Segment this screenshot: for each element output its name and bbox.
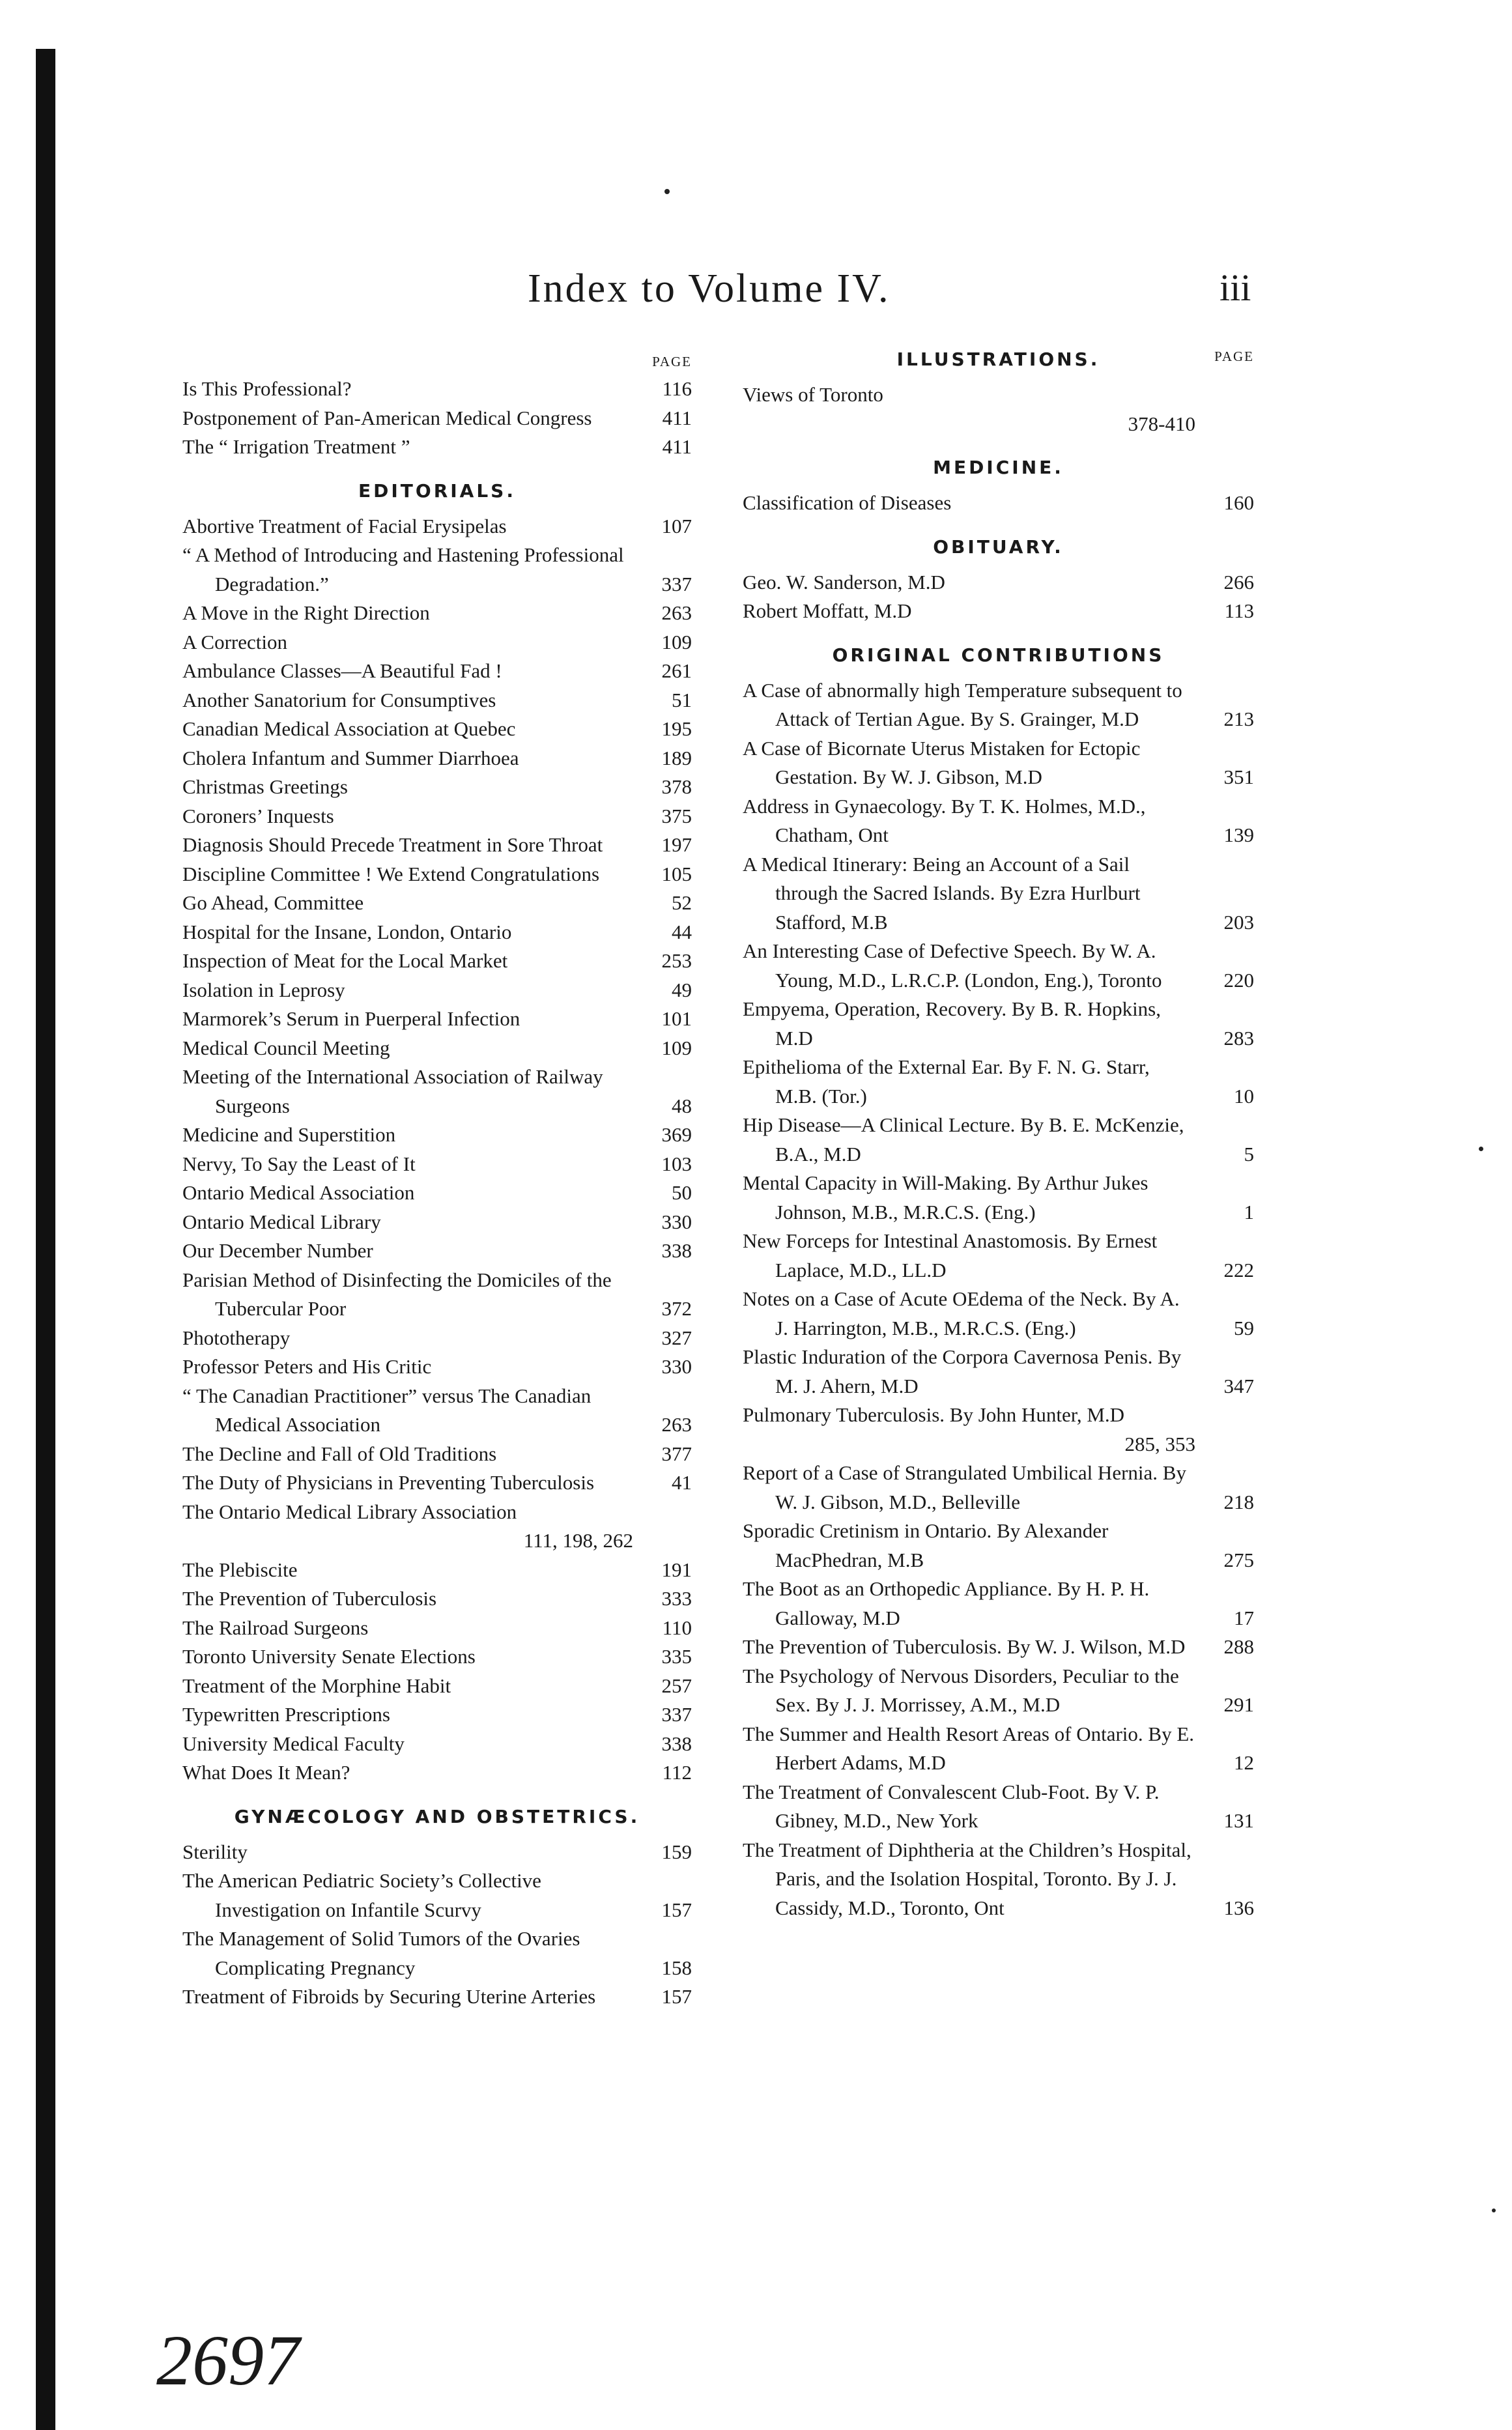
index-entry-page: 377 <box>661 1442 692 1465</box>
index-entry-title: The Decline and Fall of Old Traditions <box>182 1442 497 1465</box>
index-entry-title: “ The Canadian Practitioner” versus The Canadian Medical Association <box>182 1384 592 1436</box>
index-entry <box>182 512 692 541</box>
index-entry-title: Toronto University Senate Elections <box>182 1645 476 1668</box>
index-entry-title: The Summer and Health Resort Areas of Ontario. By E. Herbert Adams, M.D <box>743 1722 1195 1774</box>
index-entry-title: Nervy, To Say the Least of It <box>182 1152 416 1175</box>
index-entry-page: 50 <box>672 1181 692 1204</box>
index-entry-title: The Boot as an Orthopedic Appliance. By H. P. H. Galloway, M.D <box>743 1577 1150 1629</box>
index-entry <box>182 375 692 404</box>
section-heading-obituary: OBITUARY. <box>933 536 1064 558</box>
index-entry-title: The Management of Solid Tumors of the Ovaries Complicating Pregnancy <box>182 1927 580 1979</box>
index-entry-page: 112 <box>662 1761 692 1784</box>
index-entry-title: Coroners’ Inquests <box>182 804 334 827</box>
index-entry-title: Our December Number <box>182 1239 373 1262</box>
index-entry: Sporadic Cretinism in Ontario. By Alexander MacPhedran, M.B 275 <box>743 1519 1254 1571</box>
index-entry-page: 330 <box>661 1355 692 1378</box>
index-entry-page: 338 <box>661 1239 692 1262</box>
index-entry-title: A Medical Itinerary: Being an Account of a Sail through the Sacred Islands. By Ezra Hurlburt Stafford, M.B <box>743 852 1141 934</box>
index-entry <box>182 802 692 831</box>
index-entry-title: Abortive Treatment of Facial Erysipelas <box>182 514 507 537</box>
index-entry <box>743 380 1254 438</box>
index-entry-title: Sterility <box>182 1840 248 1863</box>
index-entry: The Summer and Health Resort Areas of Ontario. By E. Herbert Adams, M.D 12 <box>743 1722 1254 1774</box>
index-entry-page: 116 <box>662 377 692 400</box>
index-entry-page: 113 <box>1224 599 1254 622</box>
index-entry <box>743 568 1254 597</box>
index-entry <box>182 1352 692 1382</box>
index-entry <box>182 1584 692 1614</box>
index-entry: Plastic Induration of the Corpora Cavernosa Penis. By M. J. Ahern, M.D 347 <box>743 1345 1254 1397</box>
index-entry-page: 110 <box>662 1616 692 1639</box>
gynaecology-entries <box>182 1838 692 2012</box>
section-heading-illustrations <box>743 349 1254 370</box>
section-heading-illustrations-text: ILLUSTRATIONS. <box>896 349 1100 370</box>
index-entry-title: Views of Toronto <box>743 383 883 406</box>
original-contributions-entries <box>743 676 1254 1923</box>
index-entry <box>182 1556 692 1585</box>
editorials-entries <box>182 512 692 1788</box>
index-entry-page: 266 <box>1223 570 1254 593</box>
index-entry <box>182 1324 692 1353</box>
page-column-label: PAGE <box>1214 349 1254 364</box>
index-entry <box>182 773 692 802</box>
index-entry <box>182 976 692 1005</box>
book-spine-shadow <box>36 49 55 2430</box>
index-entry <box>182 1440 692 1469</box>
index-entry-title: Phototherapy <box>182 1326 291 1349</box>
index-column-left <box>182 349 692 2012</box>
index-entry-page: 263 <box>661 601 692 624</box>
index-entry-title: The Treatment of Diphtheria at the Children’s Hospital, Paris, and the Isolation Hospital, Toronto. By J. J. Cassidy, M.D., Toronto, Ont <box>743 1838 1191 1919</box>
index-entry-title: Cholera Infantum and Summer Diarrhoea <box>182 746 519 769</box>
handwritten-catalog-number: 2697 <box>156 2321 300 2400</box>
index-entry-page: 189 <box>661 746 692 769</box>
index-entry <box>182 1034 692 1063</box>
index-entry-title: Treatment of the Morphine Habit <box>182 1674 451 1697</box>
index-entry-page: 44 <box>672 920 692 943</box>
index-entry-title: The “ Irrigation Treatment ” <box>182 435 410 458</box>
index-entry: Discipline Committee ! We Extend Congratulations 105 <box>182 862 692 885</box>
index-entry-page: 375 <box>661 804 692 827</box>
index-entry-page: 51 <box>672 688 692 711</box>
index-entry <box>743 1401 1254 1459</box>
index-entry-page: 159 <box>661 1840 692 1863</box>
index-entry-page: 369 <box>661 1123 692 1146</box>
section-heading-gynaecology: GYNÆCOLOGY AND OBSTETRICS. <box>234 1805 640 1827</box>
index-entry-title: The Prevention of Tuberculosis <box>182 1587 437 1610</box>
index-entry-title: A Move in the Right Direction <box>182 601 430 624</box>
index-entry-title: The Railroad Surgeons <box>182 1616 369 1639</box>
index-entry <box>182 686 692 715</box>
index-entry: A Medical Itinerary: Being an Account of a Sail through the Sacred Islands. By Ezra Hurlburt Stafford, M.B 203 <box>743 852 1254 934</box>
index-entry: Diagnosis Should Precede Treatment in Sore Throat 197 <box>182 833 692 856</box>
index-entry <box>182 1498 692 1556</box>
index-entry-page: 378 <box>661 775 692 798</box>
index-entry-page: 330 <box>661 1210 692 1233</box>
index-entry-title: Parisian Method of Disinfecting the Domiciles of the Tubercular Poor <box>182 1268 612 1320</box>
index-entry-title: Hospital for the Insane, London, Ontario <box>182 920 512 943</box>
index-entry-title: Robert Moffatt, M.D <box>743 599 912 622</box>
index-entry-title: Epithelioma of the External Ear. By F. N. G. Starr, M.B. (Tor.) <box>743 1055 1150 1108</box>
index-entry-title: Christmas Greetings <box>182 775 348 798</box>
index-entry: Parisian Method of Disinfecting the Domiciles of the Tubercular Poor 372 <box>182 1268 692 1320</box>
index-entry-title: A Correction <box>182 630 287 653</box>
section-heading-editorials: EDITORIALS. <box>358 479 516 502</box>
index-entry-title: What Does It Mean? <box>182 1761 350 1784</box>
index-entry-title: A Case of Bicornate Uterus Mistaken for Ectopic Gestation. By W. J. Gibson, M.D <box>743 736 1141 788</box>
index-entry-title: Medicine and Superstition <box>182 1123 396 1146</box>
index-entry <box>182 889 692 918</box>
index-entry <box>182 657 692 686</box>
index-entry: The Management of Solid Tumors of the Ovaries Complicating Pregnancy 158 <box>182 1927 692 1979</box>
index-entry: The Psychology of Nervous Disorders, Peculiar to the Sex. By J. J. Morrissey, A.M., M.D 291 <box>743 1664 1254 1716</box>
index-entry-page: 378-410 <box>1128 412 1195 435</box>
index-entry-title: Empyema, Operation, Recovery. By B. R. Hopkins, M.D <box>743 997 1161 1050</box>
index-entry-title: Go Ahead, Committee <box>182 891 364 914</box>
index-entry <box>182 1614 692 1643</box>
index-entry-title: Ontario Medical Association <box>182 1181 415 1204</box>
index-entry-title: Plastic Induration of the Corpora Cavernosa Penis. By M. J. Ahern, M.D <box>743 1345 1182 1397</box>
index-entry-page: 109 <box>661 630 692 653</box>
index-entry-page: 109 <box>661 1036 692 1059</box>
index-entry-title: Notes on a Case of Acute OEdema of the Neck. By A. J. Harrington, M.B., M.R.C.S. (Eng.) <box>743 1287 1180 1339</box>
index-entry-title: Ontario Medical Library <box>182 1210 381 1233</box>
index-entry: The Treatment of Convalescent Club-Foot. By V. P. Gibney, M.D., New York 131 <box>743 1780 1254 1832</box>
index-entry: Meeting of the International Association of Railway Surgeons 48 <box>182 1065 692 1117</box>
index-entry <box>182 1642 692 1672</box>
index-entry-title: Postponement of Pan-American Medical Congress <box>182 406 592 429</box>
index-entry-title: Classification of Diseases <box>743 491 952 514</box>
index-entry-title: Marmorek’s Serum in Puerperal Infection <box>182 1007 521 1030</box>
index-entry-title: Sporadic Cretinism in Ontario. By Alexander MacPhedran, M.B <box>743 1519 1109 1571</box>
index-entry-title: Pulmonary Tuberculosis. By John Hunter, M.D <box>743 1403 1125 1426</box>
index-entry: Report of a Case of Strangulated Umbilical Hernia. By W. J. Gibson, M.D., Belleville 218 <box>743 1461 1254 1513</box>
index-entry: Hip Disease—A Clinical Lecture. By B. E. McKenzie, B.A., M.D 5 <box>743 1113 1254 1165</box>
index-entry-page: 195 <box>661 717 692 740</box>
index-entry: A Case of abnormally high Temperature subsequent to Attack of Tertian Ague. By S. Grainger, M.D 213 <box>743 678 1254 730</box>
index-entry <box>182 1236 692 1266</box>
index-entry-title: Canadian Medical Association at Quebec <box>182 717 516 740</box>
index-entry: The Boot as an Orthopedic Appliance. By H. P. H. Galloway, M.D 17 <box>743 1577 1254 1629</box>
index-entry-page: 261 <box>661 659 692 682</box>
index-entry: An Interesting Case of Defective Speech. By W. A. Young, M.D., L.R.C.P. (London, Eng.), Toronto 220 <box>743 939 1254 992</box>
index-entry: “ A Method of Introducing and Hastening Professional Degradation.” 337 <box>182 543 692 595</box>
page-title: Index to Volume IV. <box>528 266 891 311</box>
index-entry <box>182 1672 692 1701</box>
section-heading-medicine: MEDICINE. <box>933 457 1064 478</box>
index-entry-page: 49 <box>672 978 692 1001</box>
index-entry-title: Diagnosis Should Precede Treatment in Sore Throat <box>182 833 603 856</box>
index-entry-title: A Case of abnormally high Temperature subsequent to Attack of Tertian Ague. By S. Grainger, M.D <box>743 678 1182 730</box>
index-entry-title: Inspection of Meat for the Local Market <box>182 949 508 972</box>
index-entry-title: The Ontario Medical Library Association <box>182 1500 517 1523</box>
index-entry-title: Meeting of the International Association of Railway Surgeons <box>182 1065 603 1117</box>
index-entry-title: University Medical Faculty <box>182 1732 405 1755</box>
index-entry: Notes on a Case of Acute OEdema of the Neck. By A. J. Harrington, M.B., M.R.C.S. (Eng.) 59 <box>743 1287 1254 1339</box>
index-entry <box>182 1005 692 1034</box>
index-entry <box>182 628 692 657</box>
index-entry-page: 111, 198, 262 <box>523 1529 633 1552</box>
illustrations-entries <box>743 380 1254 438</box>
index-entry: The Treatment of Diphtheria at the Children’s Hospital, Paris, and the Isolation Hospital, Toronto. By J. J. Cassidy, M.D., Toronto, Ont 136 <box>743 1838 1254 1919</box>
index-entry: The American Pediatric Society’s Collective Investigation on Infantile Scurvy 157 <box>182 1869 692 1921</box>
index-entry <box>743 489 1254 518</box>
index-entry <box>182 599 692 628</box>
index-entry-title: Typewritten Prescriptions <box>182 1703 390 1726</box>
index-entry: “ The Canadian Practitioner” versus The Canadian Medical Association 263 <box>182 1384 692 1436</box>
index-entry-page: 107 <box>661 514 692 537</box>
index-entry: Treatment of Fibroids by Securing Uterine Arteries 157 <box>182 1985 692 2008</box>
index-entry <box>182 918 692 947</box>
index-entry-page: 327 <box>661 1326 692 1349</box>
index-entry: The Duty of Physicians in Preventing Tuberculosis 41 <box>182 1471 692 1494</box>
index-entry-title: Treatment of Fibroids by Securing Uterine Arteries <box>182 1985 596 2008</box>
index-entry-page: 103 <box>661 1152 692 1175</box>
index-entry-page: 333 <box>661 1587 692 1610</box>
index-entry-title: Geo. W. Sanderson, M.D <box>743 570 945 593</box>
index-entry-title: Hip Disease—A Clinical Lecture. By B. E. McKenzie, B.A., M.D <box>743 1113 1184 1165</box>
index-entry-title: New Forceps for Intestinal Anastomosis. By Ernest Laplace, M.D., LL.D <box>743 1229 1158 1281</box>
index-entry-title: Professor Peters and His Critic <box>182 1355 432 1378</box>
index-entry-title: The Plebiscite <box>182 1558 298 1581</box>
index-entry <box>182 1150 692 1179</box>
print-speck <box>1479 1147 1483 1151</box>
index-entry-title: An Interesting Case of Defective Speech. By W. A. Young, M.D., L.R.C.P. (London, Eng.), Toronto <box>743 939 1162 992</box>
index-entry-page: 160 <box>1223 491 1254 514</box>
index-entry-page: 285, 353 <box>1124 1432 1195 1455</box>
index-entry-title: Ambulance Classes—A Beautiful Fad ! <box>182 659 502 682</box>
index-entry-page: 335 <box>661 1645 692 1668</box>
index-entry <box>743 597 1254 626</box>
index-entry-page: 253 <box>661 949 692 972</box>
index-entry-title: The Psychology of Nervous Disorders, Peculiar to the Sex. By J. J. Morrissey, A.M., M.D <box>743 1664 1179 1716</box>
index-entry-title: “ A Method of Introducing and Hastening Professional Degradation.” <box>182 543 624 595</box>
page-number: iii <box>1220 266 1251 309</box>
index-entry-title: The Prevention of Tuberculosis. By W. J. Wilson, M.D <box>743 1635 1186 1658</box>
index-entry-title: The Treatment of Convalescent Club-Foot. By V. P. Gibney, M.D., New York <box>743 1780 1160 1832</box>
index-entry-title: Address in Gynaecology. By T. K. Holmes, M.D., Chatham, Ont <box>743 794 1146 846</box>
index-entry-title: Medical Council Meeting <box>182 1036 390 1059</box>
index-entry-page: 337 <box>661 1703 692 1726</box>
index-entry-title: Is This Professional? <box>182 377 352 400</box>
index-entry: The Prevention of Tuberculosis. By W. J. Wilson, M.D 288 <box>743 1635 1254 1658</box>
index-entry: New Forceps for Intestinal Anastomosis. By Ernest Laplace, M.D., LL.D 222 <box>743 1229 1254 1281</box>
index-entry-title: The Duty of Physicians in Preventing Tuberculosis <box>182 1471 595 1494</box>
print-speck <box>664 189 670 194</box>
index-entry-page: 191 <box>661 1558 692 1581</box>
page-column-label: PAGE <box>652 354 692 369</box>
print-speck <box>1492 2208 1496 2212</box>
index-entry-title: Isolation in Leprosy <box>182 978 345 1001</box>
index-entry-page: 52 <box>672 891 692 914</box>
index-entry <box>182 1179 692 1208</box>
index-entry-page: 101 <box>661 1007 692 1030</box>
index-entry-title: The American Pediatric Society’s Collective Investigation on Infantile Scurvy <box>182 1869 541 1921</box>
index-entry: Epithelioma of the External Ear. By F. N. G. Starr, M.B. (Tor.) 10 <box>743 1055 1254 1108</box>
index-entry <box>182 1758 692 1788</box>
index-entry-page: 338 <box>661 1732 692 1755</box>
index-entry: Mental Capacity in Will-Making. By Arthur Jukes Johnson, M.B., M.R.C.S. (Eng.) 1 <box>743 1171 1254 1223</box>
index-entry <box>182 744 692 773</box>
index-entry <box>182 433 692 462</box>
index-entry: A Case of Bicornate Uterus Mistaken for Ectopic Gestation. By W. J. Gibson, M.D 351 <box>743 736 1254 788</box>
index-entry <box>182 947 692 976</box>
index-entry <box>182 1121 692 1150</box>
index-entry: Postponement of Pan-American Medical Congress 411 <box>182 406 692 429</box>
section-heading-original-contributions: ORIGINAL CONTRIBUTIONS <box>832 644 1165 666</box>
misc-entries <box>182 375 692 462</box>
index-entry <box>182 1838 692 1867</box>
index-column-right <box>743 349 1254 1923</box>
index-entry <box>182 1700 692 1730</box>
index-entry-title: Mental Capacity in Will-Making. By Arthur Jukes Johnson, M.B., M.R.C.S. (Eng.) <box>743 1171 1148 1223</box>
index-entry-title: Discipline Committee ! We Extend Congratulations <box>182 862 600 885</box>
index-entry <box>182 715 692 744</box>
index-entry-title: Report of a Case of Strangulated Umbilical Hernia. By W. J. Gibson, M.D., Belleville <box>743 1461 1186 1513</box>
medicine-entries <box>743 489 1254 518</box>
obituary-entries <box>743 568 1254 626</box>
index-entry <box>182 1208 692 1237</box>
index-entry: Address in Gynaecology. By T. K. Holmes, M.D., Chatham, Ont 139 <box>743 794 1254 846</box>
index-entry <box>182 1730 692 1759</box>
index-entry-page: 411 <box>662 435 692 458</box>
index-entry-page: 257 <box>661 1674 692 1697</box>
index-entry: Empyema, Operation, Recovery. By B. R. Hopkins, M.D 283 <box>743 997 1254 1050</box>
index-entry-title: Another Sanatorium for Consumptives <box>182 688 496 711</box>
